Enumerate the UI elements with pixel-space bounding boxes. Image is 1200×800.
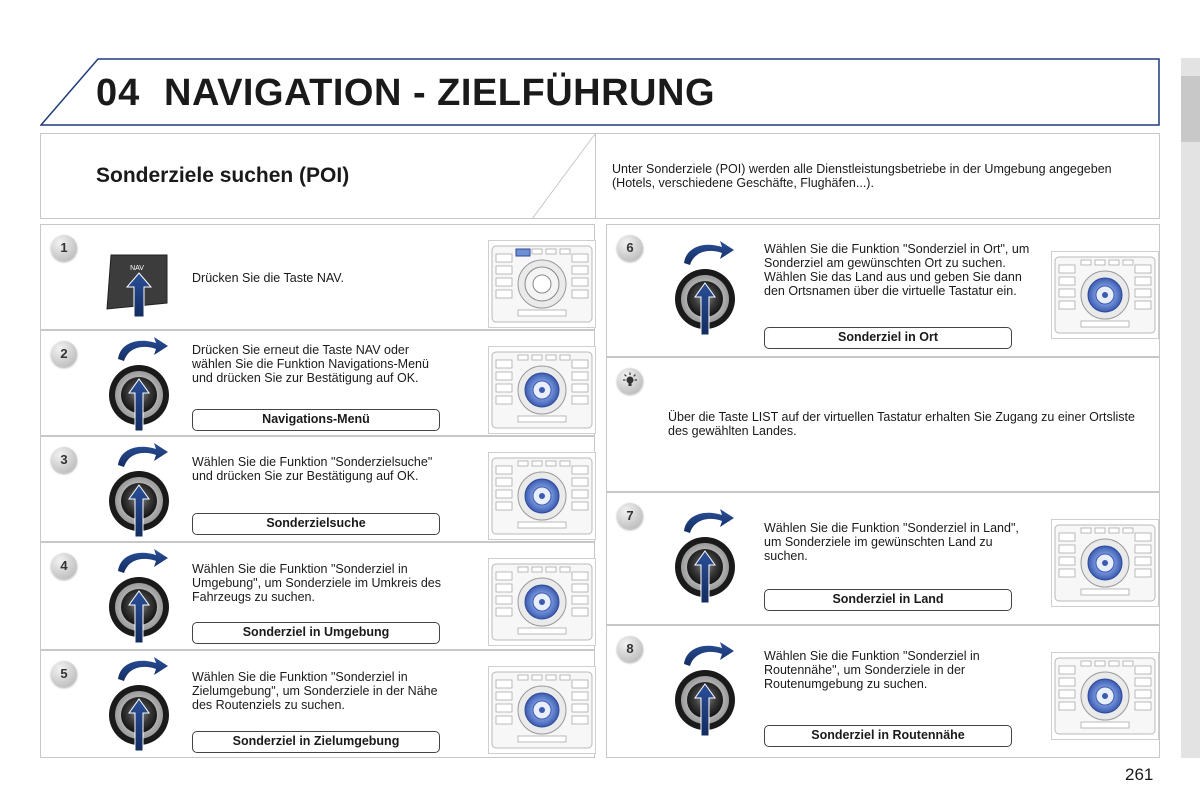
step-number: 6 xyxy=(617,235,643,261)
step-6 xyxy=(606,224,1160,357)
section-title: Sonderziele suchen (POI) xyxy=(96,164,350,187)
side-tab-marker xyxy=(1181,76,1200,142)
nav-key-icon xyxy=(103,249,173,319)
step-4 xyxy=(40,542,595,650)
step-7 xyxy=(606,492,1160,625)
menu-option-button[interactable]: Sonderzielsuche xyxy=(192,513,440,535)
page-number: 261 xyxy=(1125,765,1154,784)
step-5 xyxy=(40,650,595,758)
control-panel-thumbnail xyxy=(1051,251,1159,339)
step-instruction: Drücken Sie die Taste NAV. xyxy=(192,271,344,285)
chapter-title: NAVIGATION - ZIELFÜHRUNG xyxy=(164,72,715,114)
rotary-knob-icon xyxy=(670,505,740,605)
rotary-knob-icon xyxy=(104,653,174,753)
nav-key-label: NAV xyxy=(130,265,144,272)
step-number: 1 xyxy=(51,235,77,261)
control-panel-thumbnail xyxy=(1051,519,1159,607)
step-instruction: Wählen Sie die Funktion "Sonderziel in Routennähe", um Sonderziele in der Routenumgebung zu suchen. xyxy=(764,649,980,691)
menu-option-button[interactable]: Sonderziel in Umgebung xyxy=(192,622,440,644)
intro-corner-fold xyxy=(532,133,596,219)
tip-box xyxy=(606,357,1160,492)
step-instruction: Drücken Sie erneut die Taste NAV oder wählen Sie die Funktion Navigations-Menü und drücken Sie zur Bestätigung auf OK. xyxy=(192,343,429,385)
step-instruction: Wählen Sie die Funktion "Sonderzielsuche" und drücken Sie zur Bestätigung auf OK. xyxy=(192,455,433,483)
menu-option-button[interactable]: Sonderziel in Zielumgebung xyxy=(192,731,440,753)
step-instruction: Wählen Sie die Funktion "Sonderziel in Zielumgebung", um Sonderziele in der Nähe des Routenziels zu suchen. xyxy=(192,670,438,712)
step-2 xyxy=(40,330,595,436)
control-panel-thumbnail xyxy=(488,666,596,754)
menu-option-button[interactable]: Navigations-Menü xyxy=(192,409,440,431)
rotary-knob-icon xyxy=(670,237,740,337)
menu-option-button[interactable]: Sonderziel in Land xyxy=(764,589,1012,611)
step-number: 8 xyxy=(617,636,643,662)
step-number: 3 xyxy=(51,447,77,473)
control-panel-thumbnail xyxy=(1051,652,1159,740)
rotary-knob-icon xyxy=(104,333,174,433)
tip-text: Über die Taste LIST auf der virtuellen Tastatur erhalten Sie Zugang zu einer Ortsliste des gewählten Landes. xyxy=(668,410,1135,438)
step-instruction: Wählen Sie die Funktion "Sonderziel in Umgebung", um Sonderziele im Umkreis des Fahrzeugs zu suchen. xyxy=(192,562,441,604)
control-panel-thumbnail xyxy=(488,452,596,540)
menu-option-button[interactable]: Sonderziel in Ort xyxy=(764,327,1012,349)
step-number: 5 xyxy=(51,661,77,687)
step-number: 7 xyxy=(617,503,643,529)
intro-description-box xyxy=(596,133,1160,219)
intro-description: Unter Sonderziele (POI) werden alle Dienstleistungsbetriebe in der Umgebung angegeben (Hotels, verschiedene Geschäfte, Flughäfen...). xyxy=(612,162,1112,190)
control-panel-thumbnail xyxy=(488,240,596,328)
step-instruction: Wählen Sie die Funktion "Sonderziel in Ort", um Sonderziel am gewünschten Ort zu suchen. Wählen Sie das Land aus und geben Sie dann den Ortsnamen über die virtuelle Tastatur ein. xyxy=(764,242,1030,298)
step-8 xyxy=(606,625,1160,758)
step-instruction: Wählen Sie die Funktion "Sonderziel in Land", um Sonderziele im gewünschten Land zu suchen. xyxy=(764,521,1019,563)
intro-title-box xyxy=(40,133,596,219)
step-number: 4 xyxy=(51,553,77,579)
step-3 xyxy=(40,436,595,542)
control-panel-thumbnail xyxy=(488,346,596,434)
chapter-number: 04 xyxy=(96,72,141,114)
control-panel-thumbnail xyxy=(488,558,596,646)
rotary-knob-icon xyxy=(670,638,740,738)
menu-option-button[interactable]: Sonderziel in Routennähe xyxy=(764,725,1012,747)
lightbulb-icon xyxy=(617,368,643,394)
chapter-side-tab xyxy=(1181,58,1200,758)
chapter-header xyxy=(40,58,1160,126)
rotary-knob-icon xyxy=(104,439,174,539)
step-number: 2 xyxy=(51,341,77,367)
step-1 xyxy=(40,224,595,330)
rotary-knob-icon xyxy=(104,545,174,645)
